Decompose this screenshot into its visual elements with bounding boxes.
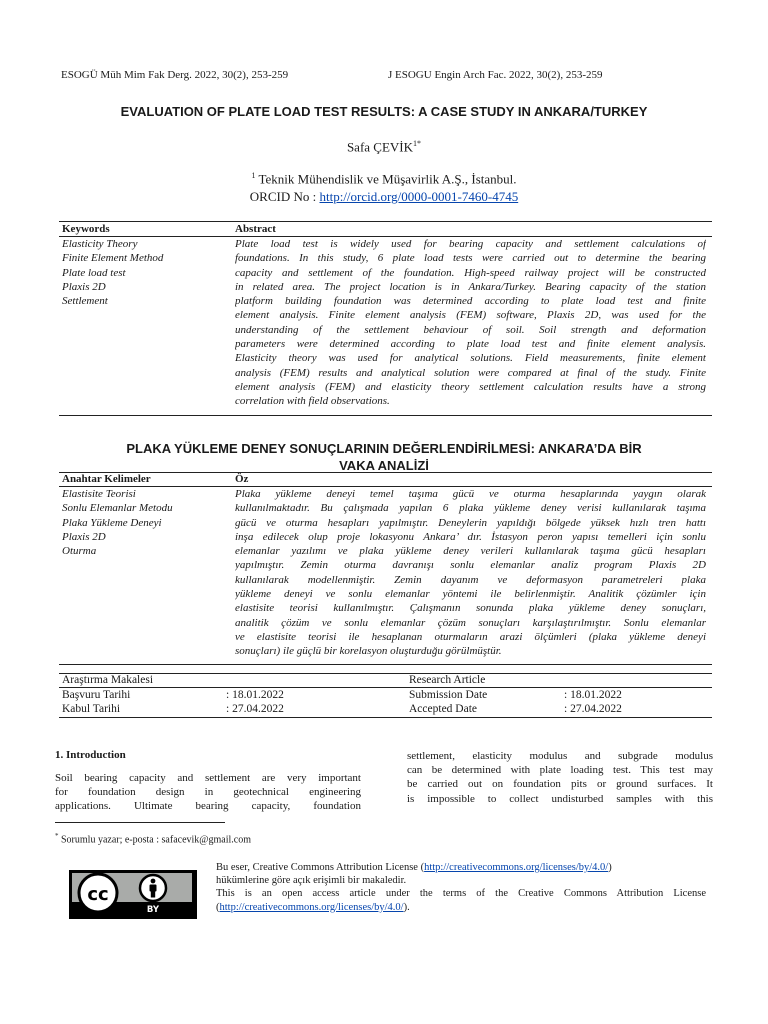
abstract-line: gücü ve oturma hesapları yapılmıştır. Deneylerin yapıldığı bölgede yüksek hızlı tren hattı	[235, 516, 706, 529]
license-tr-line1	[216, 861, 706, 874]
cc-by-badge-inner	[72, 873, 192, 914]
cc-icon	[79, 874, 117, 912]
table-rule-bottom-tr	[59, 664, 712, 665]
article-type-en: Research Article	[409, 674, 486, 686]
keyword: Sonlu Elemanlar Metodu	[62, 502, 173, 515]
keyword: Elastisite Teorisi	[62, 488, 136, 500]
paper-title-tr	[0, 440, 768, 474]
abstract-line: ve elastisite teorisi ile hesaplanan oturmaların arazi ölçümleri (plaka yükleme deneyi	[235, 630, 706, 643]
keywords-label-tr: Anahtar Kelimeler	[62, 473, 151, 485]
affiliation-sup: 1	[251, 171, 256, 180]
abstract-line: Plate load test is widely used for bearing capacity and settlement calculations of	[235, 238, 706, 250]
keywords-label: Keywords	[62, 223, 110, 235]
license-link-tr[interactable]: http://creativecommons.org/licenses/by/4.0/	[424, 862, 609, 873]
footnote-sup: *	[55, 832, 59, 840]
accepted-label-en: Accepted Date	[409, 703, 478, 715]
keywords-list	[62, 237, 222, 308]
journal-header-tr: ESOGÜ Müh Mim Fak Derg. 2022, 30(2), 253-259	[61, 69, 289, 81]
table-rule-top	[59, 221, 712, 222]
body-line: is impossible to collect undisturbed samples with this	[407, 792, 713, 805]
table-rule-bottom	[59, 415, 712, 416]
orcid-label: ORCID No :	[249, 189, 320, 204]
info-rule-top	[59, 673, 712, 674]
abstract-line: foundations. In this study, 6 plate load tests were carried out to determine the bearing	[235, 252, 706, 265]
info-rule-bottom	[59, 717, 712, 718]
abstract-line: element analysis. Finite element analysis (FEM) software, Plaxis 2D, was used for the	[235, 309, 706, 322]
body-line: Soil bearing capacity and settlement are very important	[55, 772, 361, 784]
abstract-line: correlation with field observations.	[235, 395, 390, 408]
license-tr-line2: hükümlerine göre açık erişimli bir makaledir.	[216, 875, 407, 887]
keyword: Settlement	[62, 295, 108, 308]
abstract-line: kullanılmaktadır. Bu çalışmada yapılan 6 plaka yükleme deney verisi kullanılarak taşıma	[235, 502, 706, 515]
attribution-person-icon	[140, 875, 166, 901]
body-line: be carried out on foundation pits or ground surfaces. It	[407, 778, 713, 791]
keyword: Plaka Yükleme Deneyi	[62, 516, 162, 529]
accepted-date-en: : 27.04.2022	[564, 703, 622, 715]
license-notice	[216, 861, 706, 914]
license-tr-text: Bu eser, Creative Commons Attribution License (	[216, 862, 425, 873]
submitted-date-en: : 18.01.2022	[564, 689, 622, 701]
abstract-line: sonuçları) ile güçlü bir korelasyon oluşturduğu görülmüştür.	[235, 645, 502, 658]
keywords-list-tr	[62, 487, 222, 558]
abstract-label-tr: Öz	[235, 473, 249, 485]
keyword: Oturma	[62, 545, 97, 558]
abstract-line: analitik çözüm ve sonlu elemanlar çözüm sonuçları karşılaştırılmıştır. Sonlu elemanlar	[235, 616, 706, 629]
abstract-body	[235, 237, 706, 409]
author	[0, 139, 768, 155]
orcid-link[interactable]: http://orcid.org/0000-0001-7460-4745	[319, 189, 519, 204]
abstract-line: element analysis (FEM) and elasticity theory settlement calculation results have a strong	[235, 380, 706, 393]
keyword: Finite Element Method	[62, 252, 164, 265]
cc-by-badge	[69, 870, 197, 919]
abstract-body-tr	[235, 487, 706, 659]
keyword: Plate load test	[62, 266, 126, 279]
abstract-line: capacity and settlement of the foundation. High-speed railway project will be constructed	[235, 266, 706, 279]
table-rule-top-tr	[59, 472, 712, 473]
cc-by-label: BY	[146, 905, 160, 914]
footnote	[55, 832, 251, 845]
footnote-rule	[55, 822, 225, 823]
body-line: can be determined with plate loading test. This test may	[407, 764, 713, 777]
abstract-line: elemanlar yazılımı ve plaka yükleme deney verileri kullanılarak taşıma gücü hesapları	[235, 545, 706, 558]
svg-text:cc: cc	[87, 884, 109, 905]
keyword: Plaxis 2D	[62, 530, 106, 543]
body-line: settlement, elasticity modulus and subgrade modulus	[407, 750, 713, 762]
abstract-line: elastisite teorisi kullanılmıştır. Çalışmanın sonunda plaka yükleme deney sonuçları,	[235, 602, 706, 615]
author-sup: 1*	[413, 139, 422, 148]
abstract-line: kullanılarak modellenmiştir. Zemin dayanım ve deformasyon parametreleri plaka	[235, 573, 706, 586]
submitted-date-tr: : 18.01.2022	[226, 689, 284, 701]
cc-by-graphic	[72, 873, 192, 914]
submitted-label-en: Submission Date	[409, 689, 488, 701]
accepted-date-tr: : 27.04.2022	[226, 703, 284, 715]
footnote-text: Sorumlu yazar; e-posta : safacevik@gmail.com	[58, 834, 251, 846]
license-link-en[interactable]: http://creativecommons.org/licenses/by/4.0/	[219, 901, 404, 913]
license-en-open: (	[216, 901, 220, 913]
abstract-line: inşa edilecek olup proje lokasyonu Ankara’ dır. İstasyon peron yapısı temelleri için sonlu	[235, 530, 706, 543]
abstract-line: yapılmıştır. Zemin oturma davranışı sonlu elemanlar analiz program Plaxis 2D	[235, 559, 706, 572]
orcid-line	[0, 189, 768, 205]
license-en-line1: This is an open access article under the terms of the Creative Commons Attribution License	[216, 888, 706, 900]
abstract-line: parameters were determined according to plate load test and finite element analysis.	[235, 338, 706, 351]
abstract-line: Plaka yükleme deneyi temel taşıma gücü ve oturma hesaplarında yaygın olarak	[235, 488, 706, 500]
abstract-line: platform building foundation was determined according to plate load test and finite	[235, 295, 706, 308]
paper-title-tr-line1: PLAKA YÜKLEME DENEY SONUÇLARININ DEĞERLENDİRİLMESİ: ANKARA’DA BİR	[126, 441, 642, 456]
abstract-line: analysis (FEM) results and analytical solution were compared at final of the study. Finite	[235, 366, 706, 379]
affiliation	[0, 171, 768, 187]
license-tr-close: )	[608, 862, 612, 873]
author-name: Safa ÇEVİK	[346, 139, 414, 155]
accepted-label-tr: Kabul Tarihi	[62, 703, 121, 715]
intro-right-column	[407, 749, 713, 806]
abstract-line: yükleme deneyi ve sonlu elemanlar yöntemi ile belirlenmiştir. Analitik çözümler için	[235, 588, 706, 601]
keyword: Plaxis 2D	[62, 280, 106, 293]
license-en-line2	[216, 901, 706, 914]
affiliation-text: Teknik Mühendislik ve Müşavirlik A.Ş., İstanbul.	[255, 171, 517, 187]
paper-title-en: EVALUATION OF PLATE LOAD TEST RESULTS: A CASE STUDY IN ANKARA/TURKEY	[120, 104, 648, 119]
abstract-line: in related area. The project location is in Ankara/Turkey. Bearing capacity of the station	[235, 280, 706, 293]
abstract-line: Elasticity theory was used for analytical solutions. Field measurements, finite element	[235, 352, 706, 365]
intro-left-column	[55, 771, 361, 814]
abstract-label: Abstract	[235, 223, 276, 235]
section-heading-introduction: 1. Introduction	[55, 749, 126, 761]
body-line: applications. Ultimate bearing capacity, foundation	[55, 800, 361, 813]
submitted-label-tr: Başvuru Tarihi	[62, 689, 131, 701]
journal-header-en: J ESOGU Engin Arch Fac. 2022, 30(2), 253-259	[388, 69, 603, 81]
keyword: Elasticity Theory	[62, 238, 138, 250]
license-en-close: ).	[403, 901, 410, 913]
abstract-line: understanding of the settlement behaviour of soil. Soil strength and deformation	[235, 323, 706, 336]
body-line: for foundation design in geotechnical engineering	[55, 786, 361, 799]
article-type-tr: Araştırma Makalesi	[62, 674, 154, 686]
paper-title-tr-line2: VAKA ANALİZİ	[339, 458, 429, 473]
